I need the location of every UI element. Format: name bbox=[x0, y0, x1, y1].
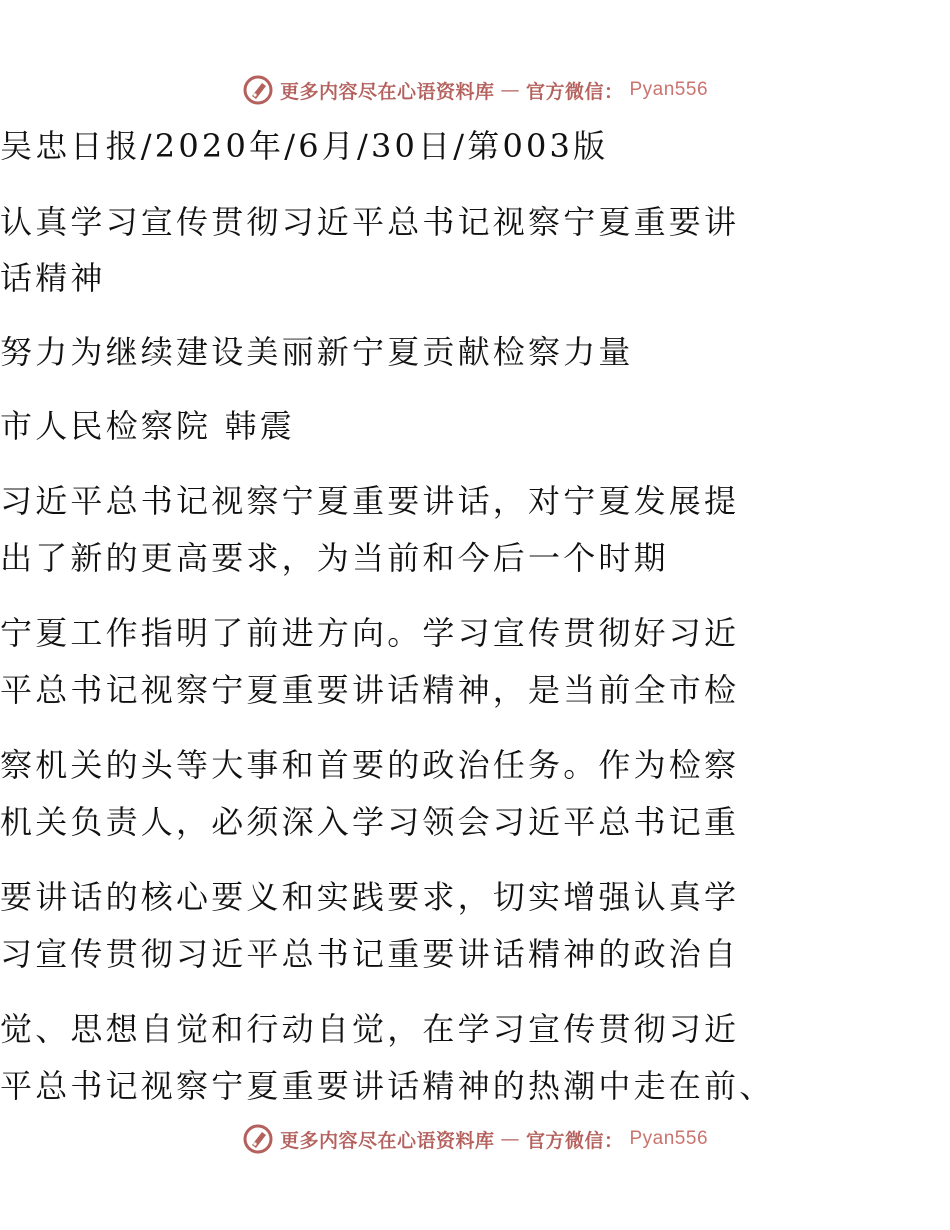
footer-watermark bbox=[0, 1119, 950, 1159]
watermark-wechat-id: Pyan556 bbox=[629, 79, 709, 100]
article-source-line: 吴忠日报/2020年/6月/30日/第003版 bbox=[0, 127, 609, 165]
article-title-line-2: 话精神 bbox=[0, 259, 106, 297]
watermark-wechat-label: 官方微信： bbox=[525, 1129, 624, 1152]
watermark-text: 更多内容尽在心语资料库 bbox=[279, 1129, 495, 1152]
pen-nib-circle-icon bbox=[242, 1123, 274, 1155]
watermark-separator: — bbox=[500, 79, 520, 101]
body-text-line: 平总书记视察宁夏重要讲话精神的热潮中走在前、 bbox=[0, 1067, 775, 1105]
article-subtitle: 努力为继续建设美丽新宁夏贡献检察力量 bbox=[0, 333, 634, 371]
body-text-line: 要讲话的核心要义和实践要求，切实增强认真学 bbox=[0, 878, 740, 916]
body-text-line: 察机关的头等大事和首要的政治任务。作为检察 bbox=[0, 746, 740, 784]
body-text-line: 习宣传贯彻习近平总书记重要讲话精神的政治自 bbox=[0, 935, 740, 973]
body-text-line: 觉、思想自觉和行动自觉，在学习宣传贯彻习近 bbox=[0, 1010, 740, 1048]
watermark-separator: — bbox=[500, 1128, 520, 1150]
body-text-line: 平总书记视察宁夏重要讲话精神，是当前全市检 bbox=[0, 671, 740, 709]
body-text-line: 宁夏工作指明了前进方向。学习宣传贯彻好习近 bbox=[0, 614, 740, 652]
body-text-line: 出了新的更高要求，为当前和今后一个时期 bbox=[0, 539, 669, 577]
body-text-line: 机关负责人，必须深入学习领会习近平总书记重 bbox=[0, 803, 740, 841]
body-text-line: 习近平总书记视察宁夏重要讲话，对宁夏发展提 bbox=[0, 482, 740, 520]
article-title-line-1: 认真学习宣传贯彻习近平总书记视察宁夏重要讲 bbox=[0, 203, 740, 241]
watermark-wechat-id: Pyan556 bbox=[629, 1128, 709, 1149]
watermark-text: 更多内容尽在心语资料库 bbox=[279, 80, 495, 103]
pen-nib-circle-icon bbox=[242, 74, 274, 106]
header-watermark bbox=[0, 70, 950, 110]
article-author: 市人民检察院 韩震 bbox=[0, 407, 295, 445]
watermark-wechat-label: 官方微信： bbox=[525, 80, 624, 103]
